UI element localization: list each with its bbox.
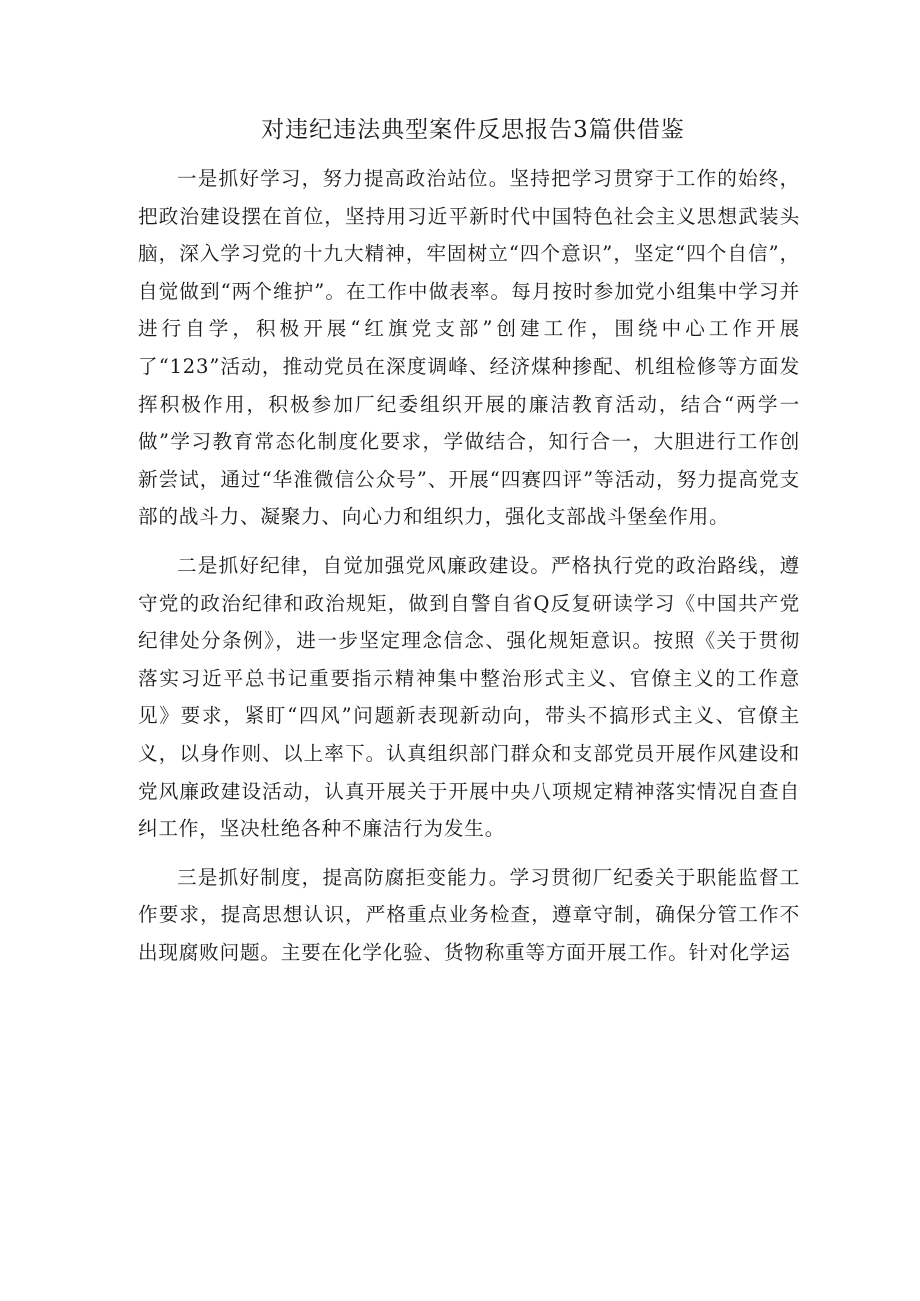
paragraph-study: 一是抓好学习，努力提高政治站位。坚持把学习贯穿于工作的始终，把政治建设摆在首位，坚持用习近平新时代中国特色社会主义思想武装头脑，深入学习党的十九大精神，牢固树立“四个意识”，坚定“四个自信”，自觉做到“两个维护”。在工作中做表率。每月按时参加党小组集中学习并进行自学，积极开展“红旗党支部”创建工作，围绕中心工作开展了“123”活动，推动党员在深度调峰、经济煤种掺配、机组检修等方面发挥积极作用，积极参加厂纪委组织开展的廉洁教育活动，结合“两学一做”学习教育常态化制度化要求，学做结合，知行合一，大胆进行工作创新尝试，通过“华淮微信公众号”、开展“四赛四评”等活动，努力提高党支部的战斗力、凝聚力、向心力和组织力，强化支部战斗堡垒作用。 — [138, 167, 800, 529]
document-title: 对违纪违法典型案件反思报告3篇供借鉴 — [261, 117, 685, 143]
paragraph-system: 三是抓好制度，提高防腐拒变能力。学习贯彻厂纪委关于职能监督工作要求，提高思想认识，严格重点业务检查，遵章守制，确保分管工作不出现腐败问题。主要在化学化验、货物称重等方面开展工作。针对化学运 — [138, 865, 800, 964]
paragraph-discipline: 二是抓好纪律，自觉加强党风廉政建设。严格执行党的政治路线，遵守党的政治纪律和政治规矩，做到自警自省Q反复研读学习《中国共产党纪律处分条例》，进一步坚定理念信念、强化规矩意识。按照《关于贯彻落实习近平总书记重要指示精神集中整治形式主义、官僚主义的工作意见》要求，紧盯“四风”问题新表现新动向，带头不搞形式主义、官僚主义，以身作则、以上率下。认真组织部门群众和支部党员开展作风建设和党风廉政建设活动，认真开展关于开展中央八项规定精神落实情况自查自纠工作，坚决杜绝各种不廉洁行为发生。 — [138, 553, 800, 841]
